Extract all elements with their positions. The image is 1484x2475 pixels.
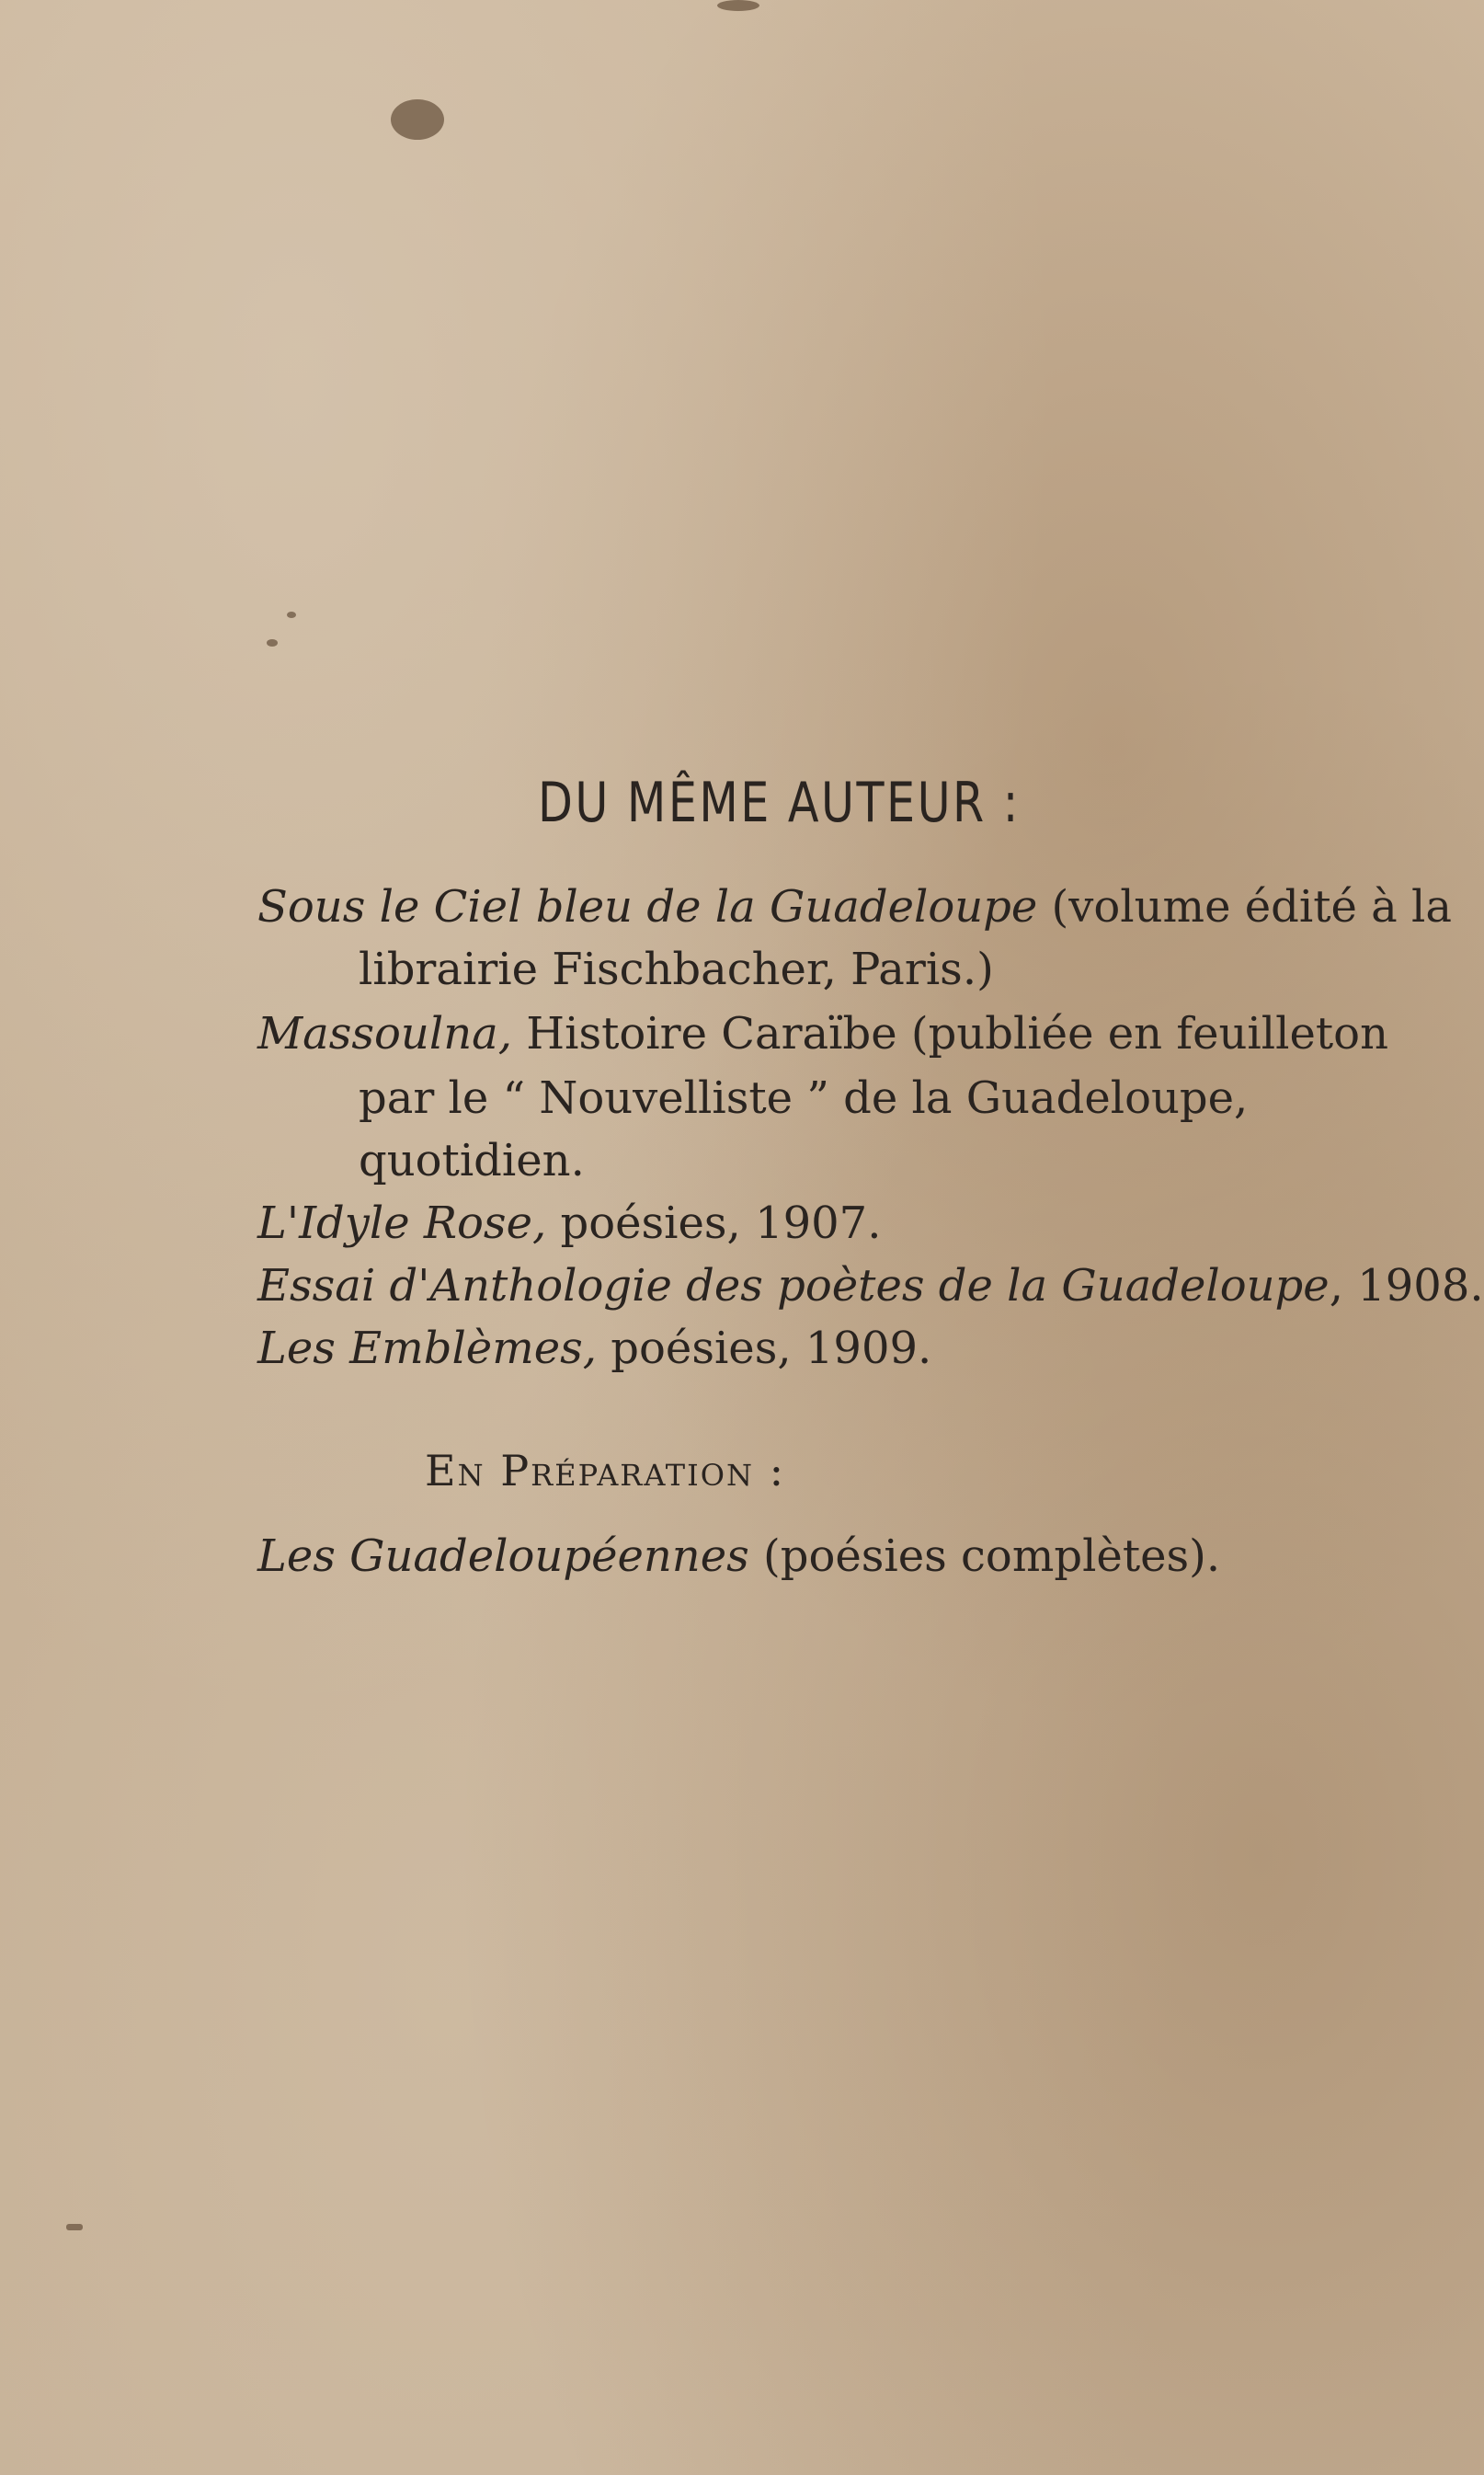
- preparation-heading: [425, 1446, 785, 1495]
- ink-stain: [391, 99, 444, 140]
- work-entry: [257, 1008, 1388, 1060]
- work-entry: [257, 1260, 1484, 1312]
- work-entry: [257, 1197, 882, 1249]
- work-title: L'Idyle Rose,: [257, 1197, 547, 1249]
- work-details: , 1908.: [1329, 1260, 1484, 1312]
- work-title: Les Guadeloupéennes: [257, 1530, 749, 1582]
- work-title: Sous le Ciel bleu de la Guadeloupe: [257, 881, 1038, 933]
- work-details: poésies, 1909.: [597, 1323, 932, 1374]
- work-details: (volume édité à la: [1037, 881, 1453, 933]
- page-heading: DU MÊME AUTEUR :: [538, 771, 1021, 835]
- preparation-entry: [257, 1530, 1221, 1582]
- ink-speck: [267, 639, 278, 647]
- ink-speck: [66, 2224, 83, 2230]
- work-title: Essai d'Anthologie des poètes de la Guadeloupe: [257, 1260, 1330, 1312]
- preparation-heading-text: En Préparation :: [425, 1446, 786, 1495]
- work-entry-continuation: par le “ Nouvelliste ” de la Guadeloupe,: [359, 1072, 1249, 1124]
- work-title: Massoulna,: [257, 1008, 512, 1060]
- work-entry: [257, 1323, 932, 1374]
- work-entry: [257, 881, 1453, 933]
- work-details: Histoire Caraïbe (publiée en feuilleton: [511, 1008, 1388, 1060]
- work-entry-continuation: librairie Fischbacher, Paris.): [359, 944, 994, 995]
- work-details: poésies, 1907.: [546, 1197, 882, 1249]
- work-details: (poésies complètes).: [748, 1530, 1221, 1582]
- ink-speck: [287, 612, 296, 618]
- ink-speck: [717, 0, 759, 11]
- work-entry-continuation: quotidien.: [359, 1135, 585, 1186]
- work-title: Les Emblèmes,: [257, 1323, 598, 1374]
